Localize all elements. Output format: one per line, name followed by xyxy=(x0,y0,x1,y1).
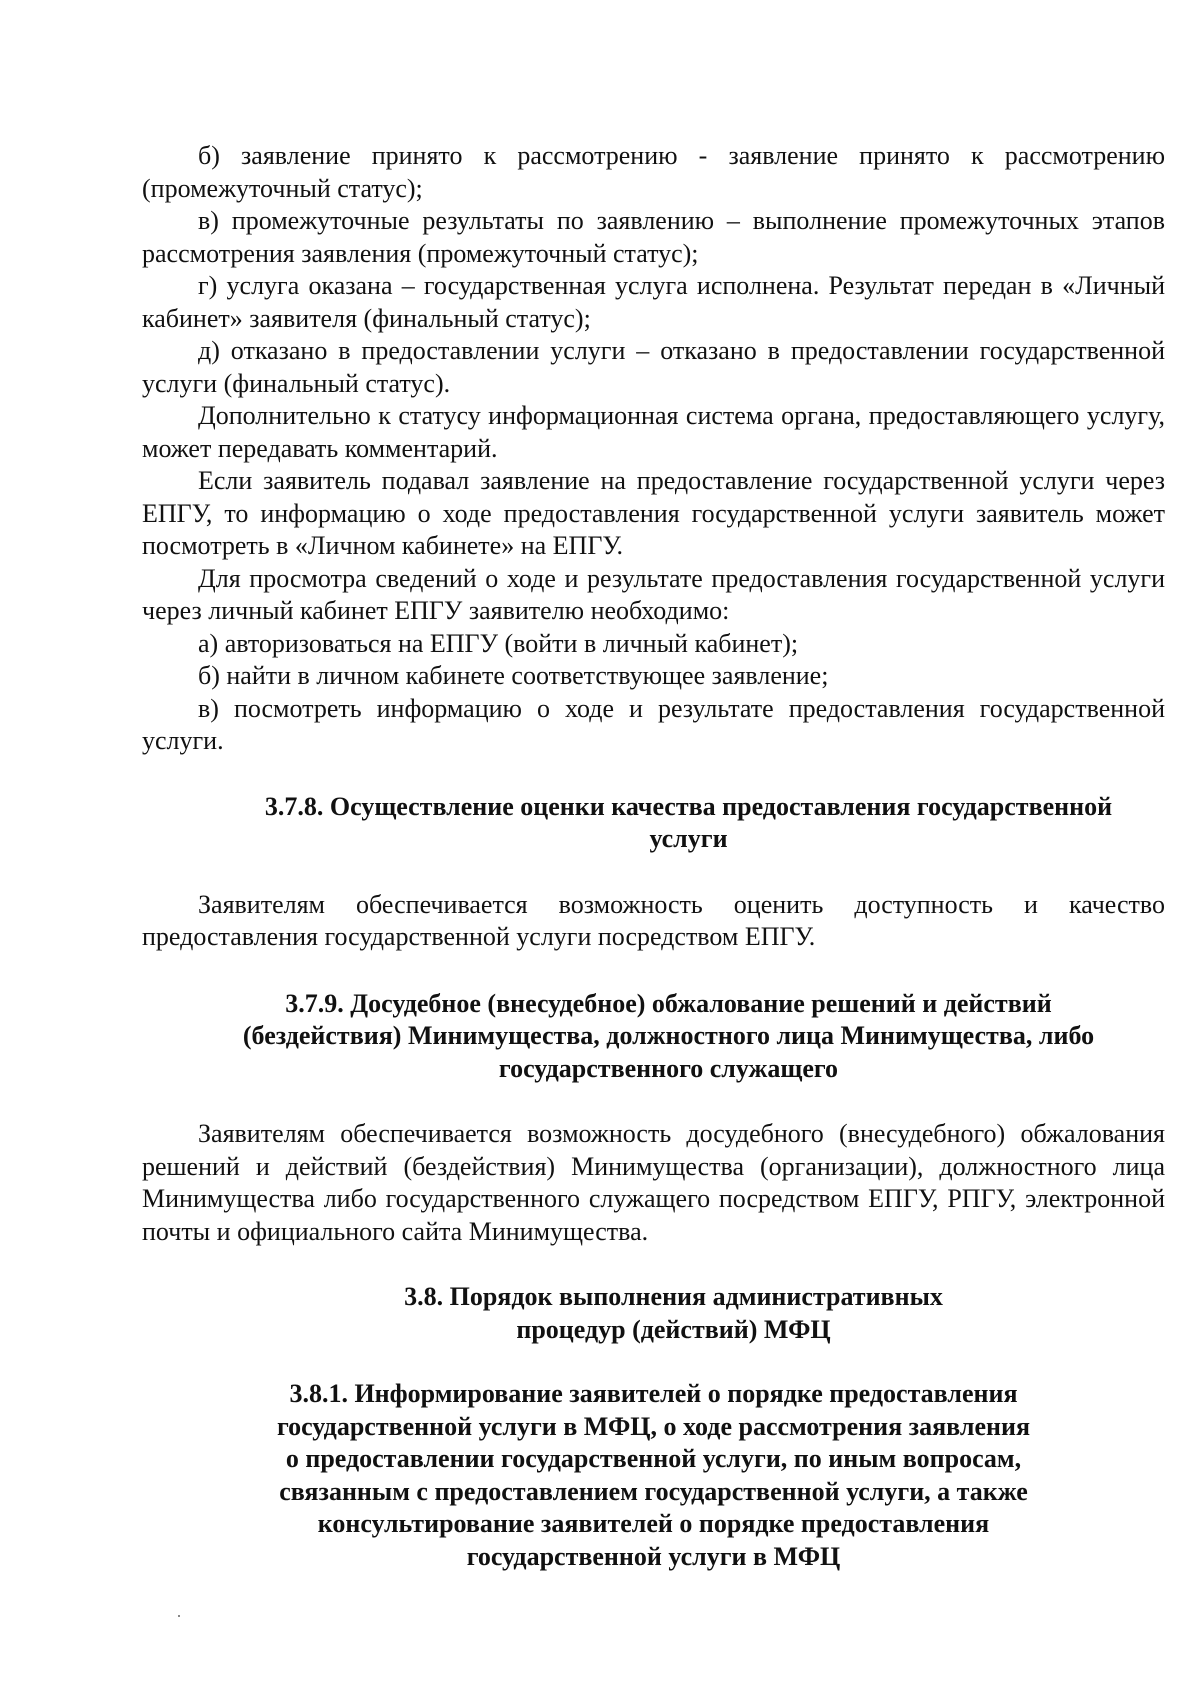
section-heading-3-7-9 xyxy=(142,988,1165,1086)
comment-paragraph: Дополнительно к статусу информационная система органа, предоставляющего услугу, может передавать комментарий. xyxy=(142,401,1165,463)
view-info-paragraph: Для просмотра сведений о ходе и результате предоставления государственной услуги через личный кабинет ЕПГУ заявителю необходимо: xyxy=(142,563,1165,625)
section-heading-3-8 xyxy=(142,1281,1165,1346)
heading-line: (бездействия) Минимущества, должностного лица Минимущества, либо xyxy=(242,1021,1095,1050)
status-item-g: г) услуга оказана – государственная услуга исполнена. Результат передан в «Личный кабинет» заявителя (финальный статус); xyxy=(142,271,1165,333)
status-item-d: д) отказано в предоставлении услуги – отказано в предоставлении государственной услуги (финальный статус). xyxy=(142,336,1165,398)
heading-line: 3.8.1. Информирование заявителей о порядке предоставления xyxy=(289,1379,1018,1408)
heading-line: о предоставлении государственной услуги, по иным вопросам, xyxy=(285,1444,1022,1473)
status-item-v: в) промежуточные результаты по заявлению – выполнение промежуточных этапов рассмотрения заявления (промежуточный статус); xyxy=(142,206,1165,268)
scan-speck xyxy=(178,1615,180,1617)
epgu-paragraph: Если заявитель подавал заявление на предоставление государственной услуги через ЕПГУ, то информацию о ходе предоставления государственной услуги заявитель может посмотреть в «Личном кабинете» на ЕПГУ. xyxy=(142,466,1165,560)
step-v: в) посмотреть информацию о ходе и результате предоставления государственной услуги. xyxy=(142,693,1165,755)
step-b: б) найти в личном кабинете соответствующее заявление; xyxy=(198,661,829,690)
section-heading-3-8-1 xyxy=(142,1378,1165,1573)
heading-line: государственной услуги в МФЦ, о ходе рассмотрения заявления xyxy=(276,1411,1031,1441)
status-item-b: б) заявление принято к рассмотрению - заявление принято к рассмотрению (промежуточный статус); xyxy=(142,141,1165,203)
heading-line: государственной услуги в МФЦ xyxy=(466,1541,841,1571)
heading-line: 3.7.8. Осуществление оценки качества предоставления государственной xyxy=(264,791,1113,821)
section-3-7-8-paragraph: Заявителям обеспечивается возможность оценить доступность и качество предоставления государственной услуги посредством ЕПГУ. xyxy=(142,889,1165,951)
heading-line: государственного служащего xyxy=(498,1053,839,1083)
step-a: а) авторизоваться на ЕПГУ (войти в личный кабинет); xyxy=(198,628,799,658)
heading-line: 3.7.9. Досудебное (внесудебное) обжалование решений и действий xyxy=(285,988,1052,1018)
section-heading-3-7-8 xyxy=(142,791,1165,856)
heading-line: связанным с предоставлением государственной услуги, а также xyxy=(279,1476,1028,1506)
heading-line: услуги xyxy=(649,824,728,853)
heading-line: процедур (действий) МФЦ xyxy=(516,1314,831,1344)
heading-line: консультирование заявителей о порядке предоставления xyxy=(317,1509,990,1538)
page-content xyxy=(142,140,1165,1573)
heading-line: 3.8. Порядок выполнения административных xyxy=(404,1282,943,1311)
section-3-7-9-paragraph: Заявителям обеспечивается возможность досудебного (внесудебного) обжалования решений и действий (бездействия) Минимущества (организации), должностного лица Минимущества либо государственного служащего посредством ЕПГУ, РПГУ, электронной почты и официального сайта Минимущества. xyxy=(142,1119,1165,1246)
